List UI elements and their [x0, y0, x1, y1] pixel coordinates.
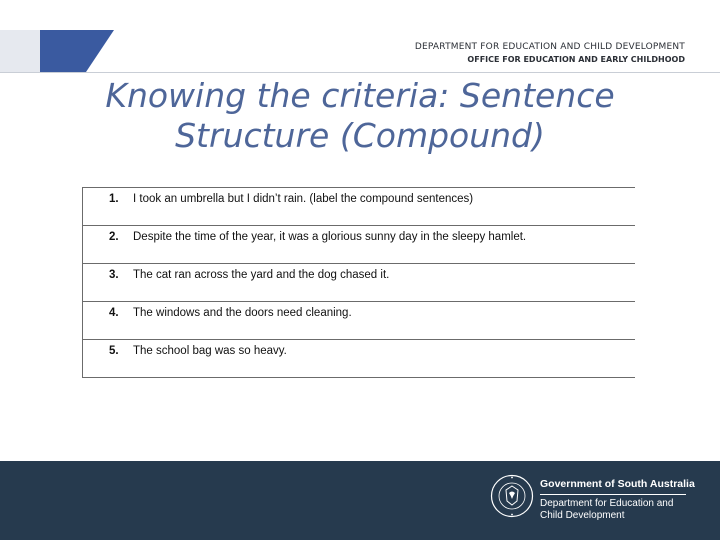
- row-number: 3.: [109, 269, 119, 281]
- table-row: [83, 339, 635, 377]
- department-name: DEPARTMENT FOR EDUCATION AND CHILD DEVELOPMENT: [414, 42, 685, 52]
- row-number: 5.: [109, 345, 119, 357]
- slide-title-line-1: Knowing the criteria: Sentence: [105, 76, 615, 115]
- slide-title: [40, 76, 680, 156]
- row-number: 2.: [109, 231, 119, 243]
- footer-department-line-1: Department for Education and: [540, 498, 674, 509]
- row-number: 4.: [109, 307, 119, 319]
- row-sentence: Despite the time of the year, it was a glorious sunny day in the sleepy hamlet.: [133, 231, 527, 243]
- office-name: OFFICE FOR EDUCATION AND EARLY CHILDHOOD: [467, 55, 685, 64]
- government-name: Government of South Australia: [540, 478, 695, 490]
- row-sentence: The school bag was so heavy.: [133, 345, 287, 357]
- government-logo-text: [540, 478, 695, 522]
- sentence-table: [82, 187, 635, 378]
- row-number: 1.: [109, 193, 119, 205]
- table-row: [83, 225, 635, 263]
- table-row: [83, 301, 635, 339]
- footer-department-line-2: Child Development: [540, 510, 625, 521]
- table-row: [83, 187, 635, 225]
- row-sentence: The cat ran across the yard and the dog chased it.: [133, 269, 390, 281]
- government-crest-icon: [490, 474, 534, 518]
- header-divider: [0, 72, 720, 73]
- row-sentence: The windows and the doors need cleaning.: [133, 307, 352, 319]
- row-sentence: I took an umbrella but I didn’t rain. (label the compound sentences): [133, 193, 474, 205]
- department-header: [415, 42, 685, 64]
- logo-divider: [540, 494, 686, 495]
- table-row: [83, 263, 635, 301]
- slide-title-line-2: Structure (Compound): [175, 116, 545, 155]
